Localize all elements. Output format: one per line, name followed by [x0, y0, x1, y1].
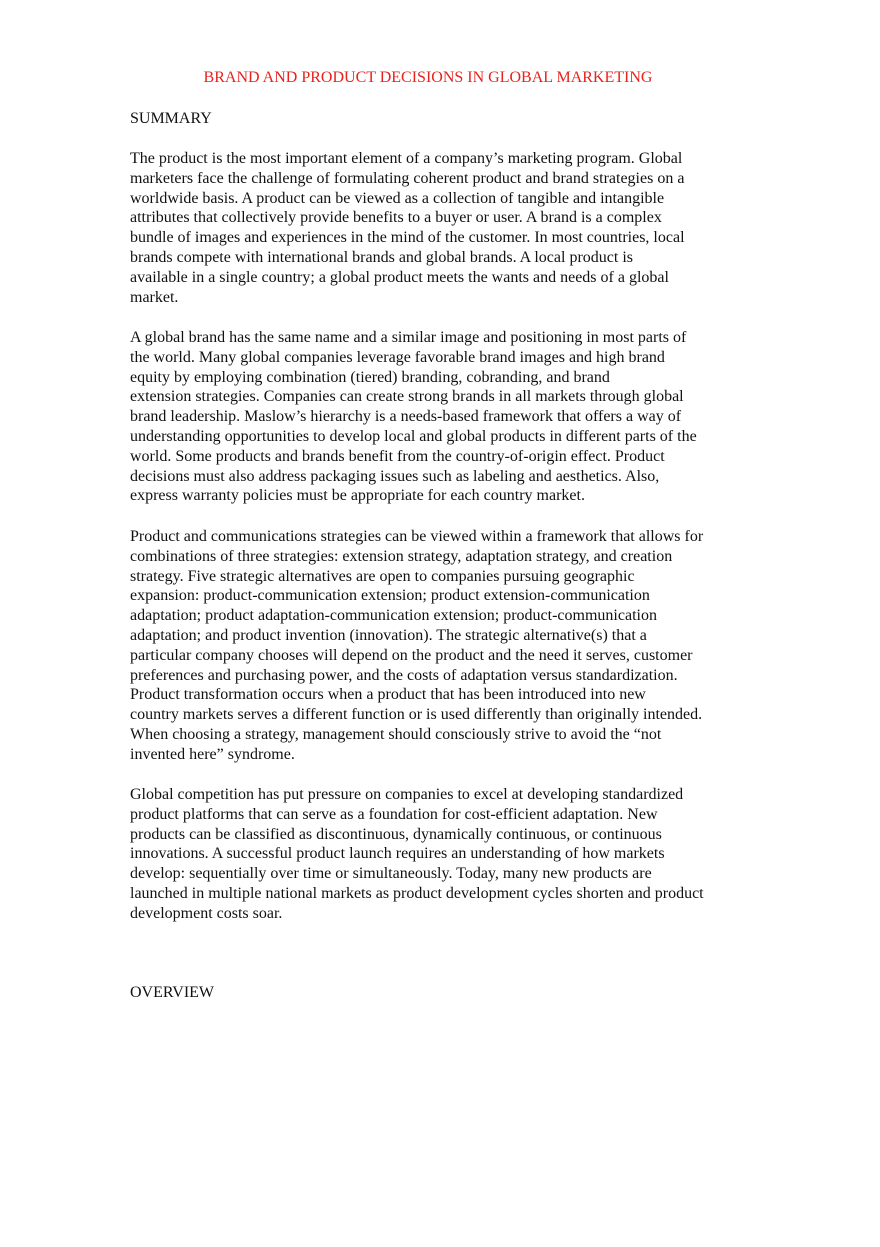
summary-paragraph-3 — [130, 527, 760, 765]
paragraph-line: adaptation; and product invention (innovation). The strategic alternative(s) that a — [130, 626, 647, 644]
paragraph-line: Product transformation occurs when a product that has been introduced into new — [130, 686, 646, 704]
paragraph-line: A global brand has the same name and a similar image and positioning in most parts of — [130, 329, 687, 346]
paragraph-line: world. Some products and brands benefit from the country-of-origin effect. Product — [130, 447, 665, 465]
overview-heading: OVERVIEW — [130, 984, 215, 1001]
summary-paragraph-2 — [130, 328, 760, 506]
paragraph-line: bundle of images and experiences in the mind of the customer. In most countries, local — [130, 229, 685, 247]
paragraph-line: develop: sequentially over time or simultaneously. Today, many new products are — [130, 865, 652, 883]
summary-paragraph-4 — [130, 785, 760, 924]
paragraph-line: marketers face the challenge of formulating coherent product and brand strategies on a — [130, 169, 685, 187]
paragraph-line: product platforms that can serve as a foundation for cost-efficient adaptation. New — [130, 805, 658, 823]
paragraph-line: understanding opportunities to develop local and global products in different parts of the — [130, 427, 697, 445]
paragraph-line: adaptation; product adaptation-communication extension; product-communication — [130, 607, 657, 625]
paragraph-line: products can be classified as discontinuous, dynamically continuous, or continuous — [130, 825, 662, 843]
paragraph-line: Global competition has put pressure on companies to excel at developing standardized — [130, 786, 684, 803]
summary-heading: SUMMARY — [130, 110, 212, 127]
paragraph-line: particular company chooses will depend on the product and the need it serves, customer — [130, 646, 693, 664]
paragraph-line: development costs soar. — [130, 904, 283, 922]
summary-paragraph-1 — [130, 149, 760, 307]
paragraph-line: extension strategies. Companies can create strong brands in all markets through global — [130, 388, 684, 406]
paragraph-line: available in a single country; a global product meets the wants and needs of a global — [130, 268, 669, 286]
paragraph-line: When choosing a strategy, management should consciously strive to avoid the “not — [130, 725, 662, 743]
paragraph-line: expansion: product-communication extension; product extension-communication — [130, 587, 650, 605]
paragraph-line: combinations of three strategies: extension strategy, adaptation strategy, and creation — [130, 547, 673, 565]
paragraph-line: invented here” syndrome. — [130, 745, 295, 763]
paragraph-line: brands compete with international brands and global brands. A local product is — [130, 248, 633, 266]
paragraph-line: equity by employing combination (tiered) branding, cobranding, and brand — [130, 368, 610, 386]
paragraph-line: the world. Many global companies leverage favorable brand images and high brand — [130, 348, 665, 366]
paragraph-line: express warranty policies must be appropriate for each country market. — [130, 487, 585, 505]
document-title: BRAND AND PRODUCT DECISIONS IN GLOBAL MARKETING — [203, 69, 653, 86]
paragraph-line: The product is the most important element of a company’s marketing program. Global — [130, 150, 683, 167]
paragraph-line: Product and communications strategies can be viewed within a framework that allows for — [130, 528, 704, 545]
paragraph-line: brand leadership. Maslow’s hierarchy is a needs-based framework that offers a way of — [130, 408, 682, 426]
paragraph-line: country markets serves a different function or is used differently than originally intended. — [130, 706, 703, 724]
paragraph-line: launched in multiple national markets as product development cycles shorten and product — [130, 884, 704, 902]
paragraph-line: decisions must also address packaging issues such as labeling and aesthetics. Also, — [130, 467, 660, 485]
paragraph-line: market. — [130, 288, 179, 306]
paragraph-line: preferences and purchasing power, and the costs of adaptation versus standardization. — [130, 666, 678, 684]
paragraph-line: worldwide basis. A product can be viewed as a collection of tangible and intangible — [130, 189, 665, 207]
paragraph-line: innovations. A successful product launch requires an understanding of how markets — [130, 845, 665, 863]
paragraph-line: attributes that collectively provide benefits to a buyer or user. A brand is a complex — [130, 209, 662, 227]
paragraph-line: strategy. Five strategic alternatives are open to companies pursuing geographic — [130, 567, 635, 585]
